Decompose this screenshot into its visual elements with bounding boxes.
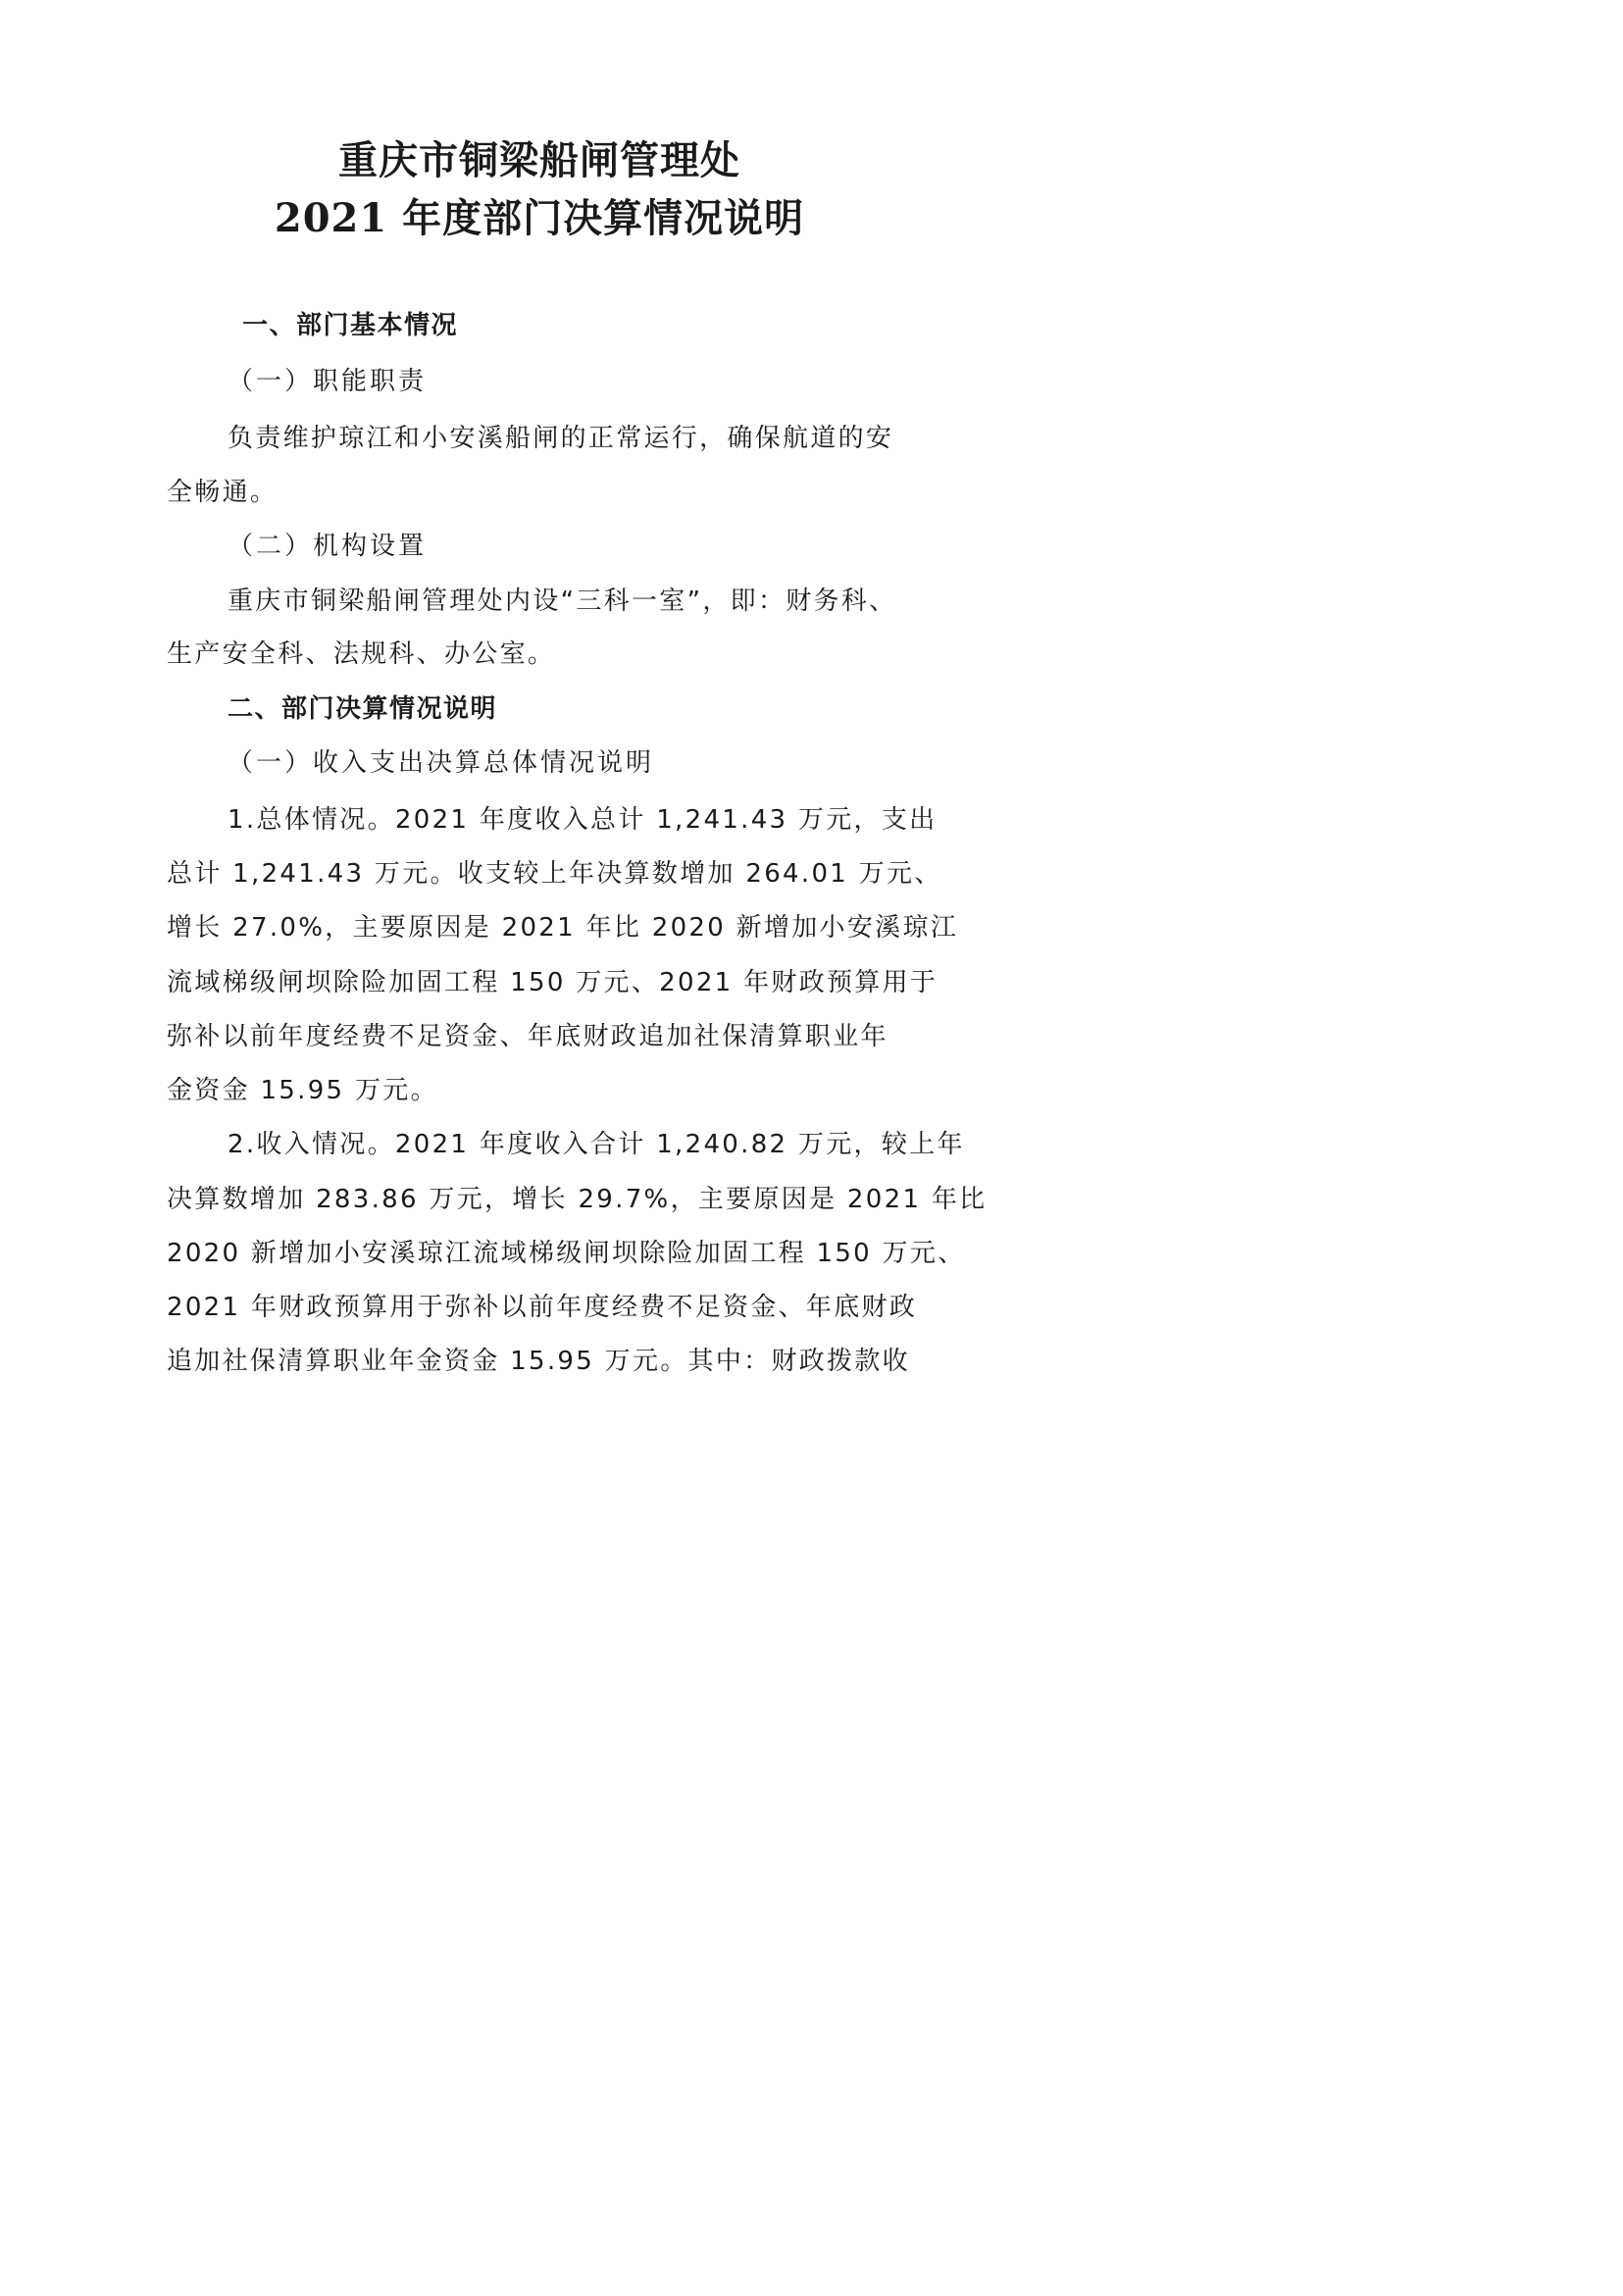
document-title-line1: 重庆市铜梁船闸管理处 <box>338 137 740 183</box>
paragraph-line: 2021 年财政预算用于弥补以前年度经费不足资金、年底财政 <box>167 1293 918 1322</box>
paragraph-line: 负责维护琼江和小安溪船闸的正常运行，确保航道的安 <box>228 424 894 453</box>
paragraph-line: 1.总体情况。2021 年度收入总计 1,241.43 万元，支出 <box>228 805 938 835</box>
paragraph-line: 总计 1,241.43 万元。收支较上年决算数增加 264.01 万元、 <box>167 859 942 889</box>
paragraph-line: 金资金 15.95 万元。 <box>167 1076 438 1105</box>
subsection-heading-organization: （二）机构设置 <box>228 532 428 561</box>
paragraph-line: 全畅通。 <box>167 478 279 507</box>
subsection-heading-overall: （一）收入支出决算总体情况说明 <box>228 748 655 778</box>
section-heading-final-accounts: 二、部门决算情况说明 <box>228 694 498 724</box>
paragraph-line: 增长 27.0%，主要原因是 2021 年比 2020 新增加小安溪琼江 <box>167 913 959 943</box>
paragraph-line: 流域梯级闸坝除险加固工程 150 万元、2021 年财政预算用于 <box>167 968 938 997</box>
document-title-line2: 2021 年度部门决算情况说明 <box>274 195 805 241</box>
document-page <box>0 0 1079 1525</box>
paragraph-line: 决算数增加 283.86 万元，增长 29.7%，主要原因是 2021 年比 <box>167 1185 988 1214</box>
paragraph-line: 2.收入情况。2021 年度收入合计 1,240.82 万元，较上年 <box>228 1130 965 1159</box>
paragraph-line: 2020 新增加小安溪琼江流域梯级闸坝除险加固工程 150 万元、 <box>167 1239 966 1268</box>
paragraph-line: 重庆市铜梁船闸管理处内设“三科一室”，即：财务科、 <box>228 587 897 616</box>
subsection-heading-functions: （一）职能职责 <box>228 367 428 396</box>
paragraph-line: 生产安全科、法规科、办公室。 <box>167 639 556 669</box>
paragraph-line: 弥补以前年度经费不足资金、年底财政追加社保清算职业年 <box>167 1022 888 1051</box>
paragraph-line: 追加社保清算职业年金资金 15.95 万元。其中：财政拨款收 <box>167 1347 910 1376</box>
section-heading-basic-info: 一、部门基本情况 <box>242 311 459 340</box>
